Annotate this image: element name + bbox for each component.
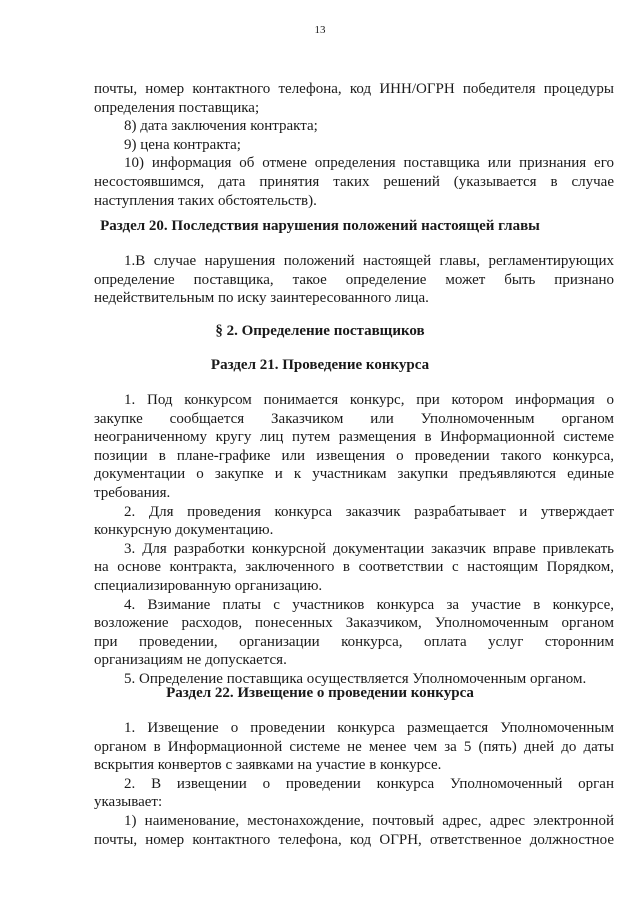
chapter-heading: § 2. Определение поставщиков (215, 323, 425, 339)
list-item: 8) дата заключения контракта; (124, 118, 318, 135)
text-line: 1.В случае нарушения положений настоящей главы, регламентирующих (124, 253, 614, 269)
section-heading-20: Раздел 20. Последствия нарушения положений настоящей главы (100, 218, 540, 234)
text-line: указывает: (94, 794, 163, 811)
section-heading-21: Раздел 21. Проведение конкурса (210, 357, 430, 373)
page-number: 13 (314, 24, 326, 36)
text-line: определение поставщика, такое определение может быть признано (94, 271, 614, 288)
text-line: конкурсную документацию. (94, 522, 274, 539)
list-item: 1) наименование, местонахождение, почтовый адрес, адрес электронной (124, 812, 614, 829)
paragraph-group-1 (94, 80, 614, 210)
text-line: 1. Извещение о проведении конкурса размещается Уполномоченным (124, 720, 614, 736)
text-line: 5. Определение поставщика осуществляется Уполномоченным органом. (124, 670, 587, 687)
text-line: наступления таких обстоятельств). (94, 192, 317, 209)
text-line: 3. Для разработки конкурсной документации заказчик вправе привлекать (124, 540, 614, 557)
text-line: недействительным по иску заинтересованного лица. (94, 290, 429, 307)
text-line: несостоявшимся, дата принятия таких решений (указывается в случае (94, 173, 614, 190)
text-line: почты, номер контактного телефона, код ОГРН, ответственное должностное (94, 831, 614, 848)
text-line: 2. В извещении о проведении конкурса Уполномоченный орган (124, 775, 614, 792)
text-line: 2. Для проведения конкурса заказчик разрабатывает и утверждает (124, 503, 614, 520)
text-line: возложение расходов, понесенных Заказчиком, Уполномоченным органом (94, 615, 614, 632)
paragraph-group-3 (94, 391, 614, 689)
text-line: документации о закупке и к участникам закупки предъявляются единые (94, 466, 614, 483)
text-line: неограниченному кругу лиц путем размещения в Информационной системе (94, 429, 614, 446)
text-line: позиции в плане-графике или извещения о проведении такого конкурса, (94, 447, 614, 464)
list-item: 9) цена контракта; (124, 136, 241, 153)
list-item: 10) информация об отмене определения поставщика или признания его (124, 155, 614, 172)
text-line: вскрытия конвертов с заявками на участие в конкурсе. (94, 757, 442, 774)
section-heading-22: Раздел 22. Извещение о проведении конкурса (166, 685, 474, 701)
text-line: почты, номер контактного телефона, код ИНН/ОГРН победителя процедуры (94, 81, 614, 97)
text-line: требования. (94, 484, 171, 501)
text-line: закупке сообщается Заказчиком или Уполномоченным органом (94, 410, 614, 427)
text-line: специализированную организацию. (94, 577, 323, 594)
text-line: определения поставщика; (94, 99, 260, 116)
paragraph-group-4 (94, 719, 614, 849)
text-line: на основе контракта, заключенного в соответствии с настоящим Порядком, (94, 559, 614, 576)
paragraph-group-2 (94, 252, 614, 308)
text-line: органом в Информационной системе не менее чем за 5 (пять) дней до даты (94, 738, 614, 755)
text-line: 1. Под конкурсом понимается конкурс, при котором информация о (124, 392, 614, 408)
text-line: при проведении, организации конкурса, оплата услуг сторонним (94, 633, 614, 650)
text-line: организациям не допускается. (94, 652, 287, 669)
text-line: 4. Взимание платы с участников конкурса за участие в конкурсе, (124, 596, 614, 613)
